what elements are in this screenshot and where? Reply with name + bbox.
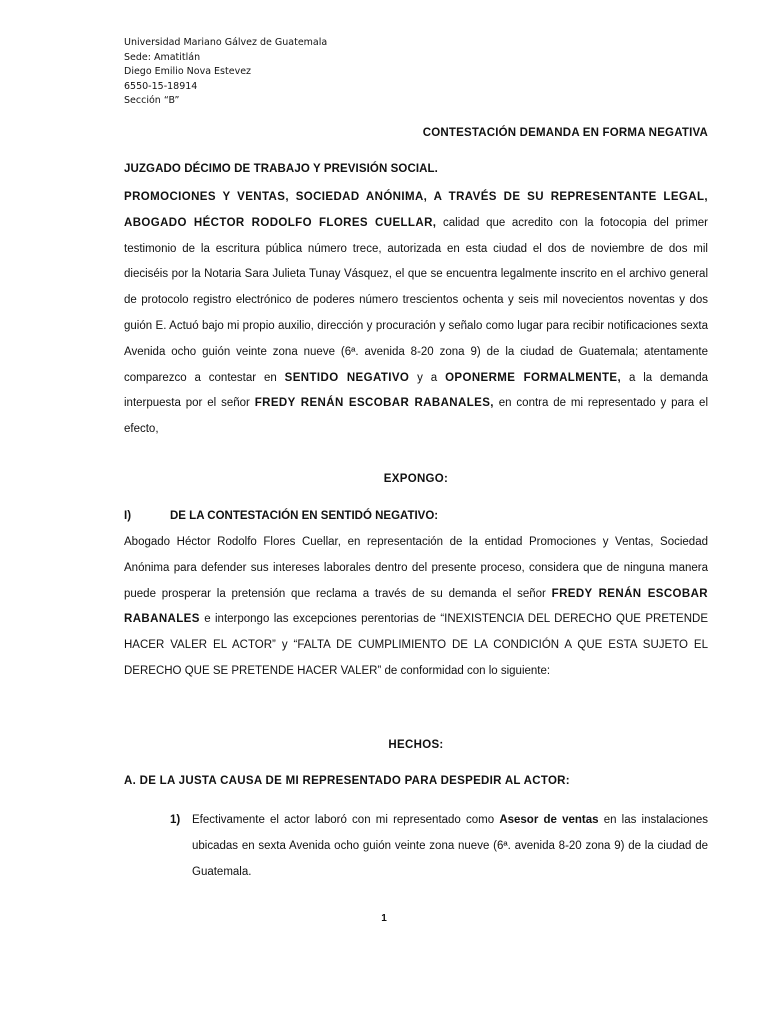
campus-name: Sede: Amatitlán [124, 51, 201, 63]
student-id: 6550-15-18914 [124, 80, 198, 92]
section-i-text-2: e interpongo las excepciones perentorias de “INEXISTENCIA DEL DERECHO QUE PRETENDE HACER VALER EL ACTOR” y “FALTA DE CUMPLIMIENTO DE LA CONDICIÓN A QUE ESTA SUJETO EL DERECHO QUE SE PRETENDE HACER VALER” de conformidad con lo siguiente: [124, 613, 708, 677]
intro-text-2: y a [409, 371, 446, 384]
section-a-heading: A. DE LA JUSTA CAUSA DE MI REPRESENTADO PARA DESPEDIR AL ACTOR: [124, 775, 570, 787]
expongo-heading: EXPONGO: [383, 473, 449, 485]
section-i-bold-plaintiff: FREDY RENÁN ESCOBAR RABANALES [124, 587, 709, 626]
section-i-paragraph [124, 530, 708, 685]
item-text-2: en las instalaciones ubicadas en sexta Avenida ocho guión veinte zona nueve (6ª. avenida 8-20 zona 9) de la ciudad de Guatemala. [192, 814, 709, 878]
intro-text-3: a la demanda interpuesta por el señor [124, 371, 708, 410]
item-bold-role: Asesor de ventas [499, 814, 599, 826]
section-i-text-1: Abogado Héctor Rodolfo Flores Cuellar, en representación de la entidad Promociones y Ventas, Sociedad Anónima para defender sus intereses laborales dentro del presente proceso, considera que de ninguna manera puede prosperar la pretensión que reclama a través de su demanda el señor [124, 536, 708, 600]
hechos-heading: HECHOS: [388, 739, 444, 751]
intro-text-4: en contra de mi representado y para el efecto, [124, 397, 709, 436]
document-header [124, 36, 524, 109]
item-body [192, 808, 708, 885]
item-number: 1) [170, 814, 181, 826]
page-number: 1 [381, 913, 387, 924]
section-i-number: I) [124, 510, 132, 522]
item-text-1: Efectivamente el actor laboró con mi representado como [192, 814, 500, 826]
student-name: Diego Emilio Nova Estevez [124, 66, 252, 77]
university-name: Universidad Mariano Gálvez de Guatemala [124, 37, 328, 48]
document-title: CONTESTACIÓN DEMANDA EN FORMA NEGATIVA [422, 127, 708, 139]
section-label: Sección “B” [124, 95, 180, 106]
section-i-title: DE LA CONTESTACIÓN EN SENTIDÓ NEGATIVO: [170, 510, 439, 522]
intro-bold-plaintiff: FREDY RENÁN ESCOBAR RABANALES, [254, 397, 494, 410]
intro-bold-company: PROMOCIONES Y VENTAS, SOCIEDAD ANÓNIMA, A TRAVÉS DE SU REPRESENTANTE LEGAL, ABOGADO HÉCTOR RODOLFO FLORES CUELLAR, [124, 191, 708, 229]
intro-paragraph [124, 185, 708, 443]
intro-text-1: calidad que acredito con la fotocopia del primer testimonio de la escritura pública número trece, autorizada en esta ciudad el dos de noviembre de dos mil dieciséis por la Notaria Sara Julieta Tunay Vásquez, el que se encuentra legalmente inscrito en el archivo general de protocolo registro electrónico de poderes número trescientos ochenta y seis mil novecientos noventas y dos guión E. Actuó bajo mi propio auxilio, dirección y procuración y señalo como lugar para recibir notificaciones sexta Avenida ocho guión veinte zona nueve (6ª. avenida 8-20 zona 9) de la ciudad de Guatemala; atentamente comparezco a contestar en [124, 216, 709, 384]
intro-bold-negative: SENTIDO NEGATIVO [284, 371, 410, 384]
intro-bold-oppose: OPONERME FORMALMENTE, [445, 371, 622, 384]
court-name: JUZGADO DÉCIMO DE TRABAJO Y PREVISIÓN SOCIAL. [124, 163, 438, 175]
